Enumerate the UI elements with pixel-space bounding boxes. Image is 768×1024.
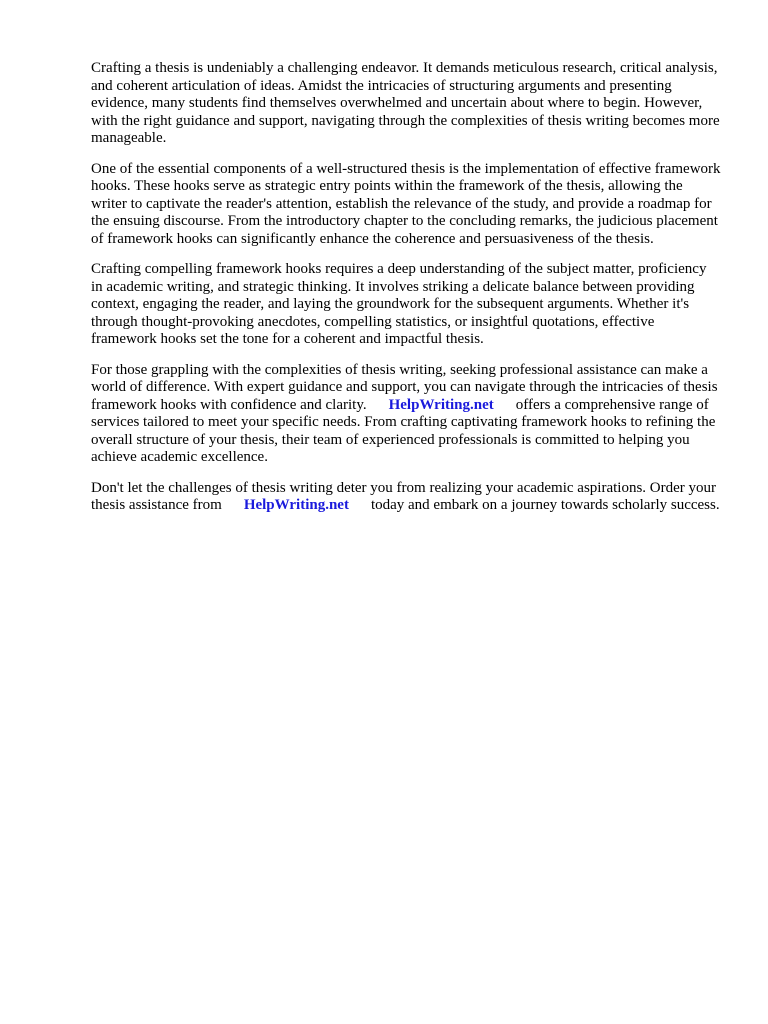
paragraph-text: For those grappling with the complexities of thesis writing, seeking professional assistance can make a world of difference. With expert guidance and support, you can navigate through the intricacies of thesis framework hooks with confidence and clarity. (91, 361, 718, 413)
paragraph-text: Don't let the challenges of thesis writing deter you from realizing your academic aspirations. Order your thesis assistance from (91, 479, 717, 513)
paragraph-framework-hooks: One of the essential components of a well-structured thesis is the implementation of effective framework hooks. These hooks serve as strategic entry points within the framework of the thesis, allowing the writer to captivate the reader's attention, establish the relevance of the study, and provide a roadmap for the ensuing discourse. From the introductory chapter to the concluding remarks, the judicious placement of framework hooks can significantly enhance the coherence and persuasiveness of the thesis. (91, 160, 721, 247)
paragraph-call-to-action (91, 480, 721, 515)
helpwriting-link[interactable]: HelpWriting.net (388, 396, 494, 413)
paragraph-professional-assistance (91, 362, 721, 467)
paragraph-intro: Crafting a thesis is undeniably a challenging endeavor. It demands meticulous research, critical analysis, and coherent articulation of ideas. Amidst the intricacies of structuring arguments and presenting evidence, many students find themselves overwhelmed and uncertain about where to begin. However, with the right guidance and support, navigating through the complexities of thesis writing becomes more manageable. (91, 60, 720, 146)
helpwriting-link[interactable]: HelpWriting.net (243, 497, 349, 513)
paragraph-crafting-hooks: Crafting compelling framework hooks requires a deep understanding of the subject matter, proficiency in academic writing, and strategic thinking. It involves striking a delicate balance between providing context, engaging the reader, and laying the groundwork for the subsequent arguments. Whether it's through thought-provoking anecdotes, compelling statistics, or insightful quotations, effective framework hooks set the tone for a coherent and impactful thesis. (91, 261, 707, 347)
paragraph-text: offers a comprehensive range of services tailored to meet your specific needs. From crafting captivating framework hooks to refining the overall structure of your thesis, their team of experienced professionals is committed to helping you achieve academic excellence. (91, 396, 716, 465)
document-body (91, 60, 721, 528)
paragraph-text: today and embark on a journey towards scholarly success. (370, 497, 720, 513)
